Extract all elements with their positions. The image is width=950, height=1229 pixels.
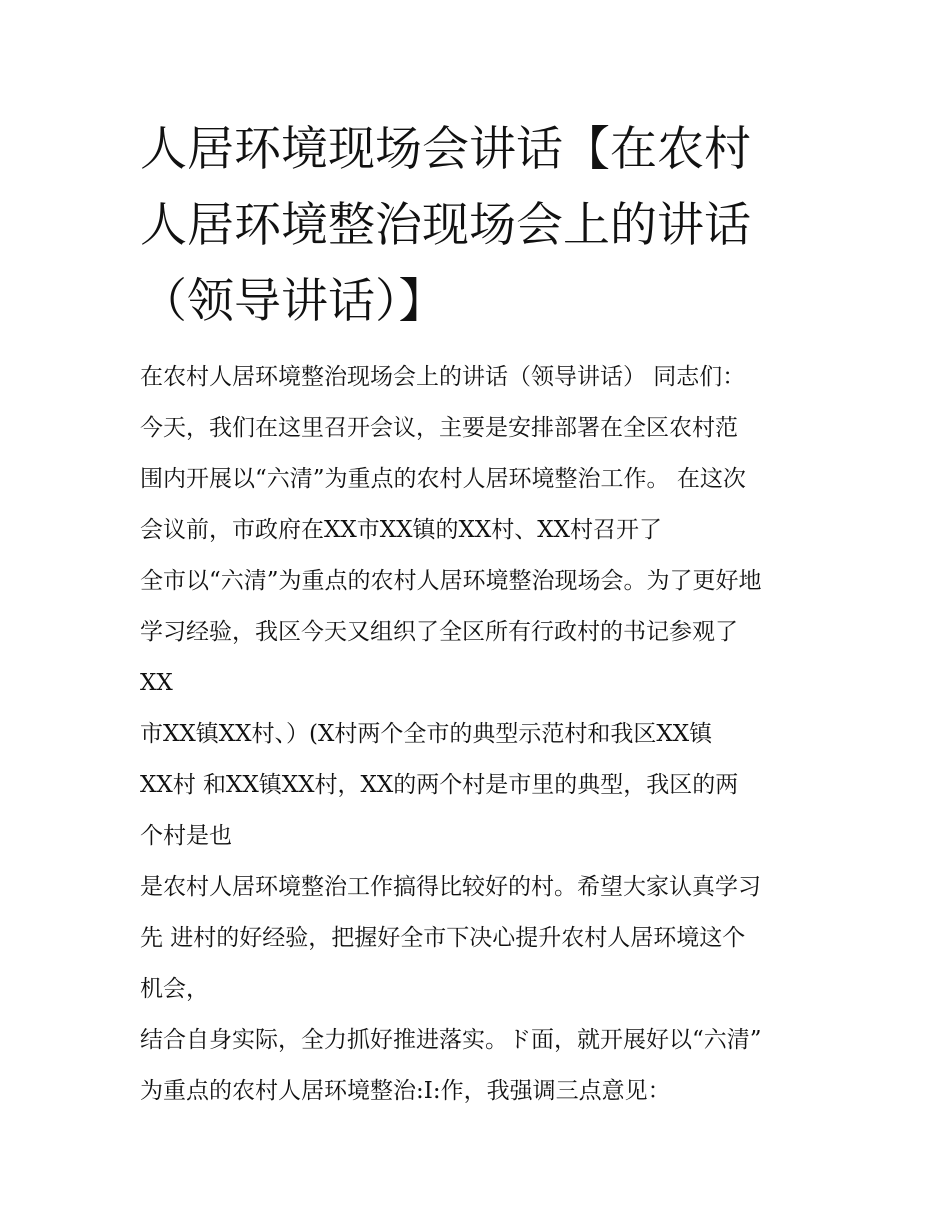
body-line: 围内开展以“六清”为重点的农村人居环境整治工作。 在这次 xyxy=(140,466,746,492)
body-line: 会议前，市政府在XX市XX镇的XX村、XX村召开了 xyxy=(140,517,662,543)
title-line: （领导讲话）】 xyxy=(140,274,446,329)
body-line: 为重点的农村人居环境整治:I:作，我强调三点意见： xyxy=(140,1078,671,1104)
body-line: 在农村人居环境整治现场会上的讲话（领导讲话） 同志们： xyxy=(140,364,746,390)
body-line: 结合自身实际，全力抓好推进落实。ド面，就开展好以“六清” xyxy=(140,1027,762,1053)
body-line: XX xyxy=(140,670,173,696)
body-line: XX村 和XX镇XX村，XX的两个村是市里的典型，我区的两 xyxy=(140,772,739,798)
title-line: 人居环境现场会讲话【在农村 xyxy=(140,122,751,177)
body-line: 学习经验，我区今天又组织了全区所有行政村的书记参观了 xyxy=(140,619,738,645)
body-line: 先 进村的好经验，把握好全市下决心提升农村人居环境这个 xyxy=(140,925,746,951)
body-line: 个村是也 xyxy=(140,823,232,849)
body-line: 机会， xyxy=(140,976,209,1002)
body-line: 全市以“六清”为重点的农村人居环境整治现场会。为了更好地 xyxy=(140,568,762,594)
document-body xyxy=(140,352,840,1117)
document-title xyxy=(140,112,860,340)
body-line: 是农村人居环境整治工作搞得比较好的村。希望大家认真学习 xyxy=(140,874,761,900)
title-line: 人居环境整治现场会上的讲话 xyxy=(140,198,751,253)
body-line: 市XX镇XX村、）(X村两个全市的典型示范村和我区XX镇 xyxy=(140,721,713,747)
body-line: 今天，我们在这里召开会议，主要是安排部署在全区农村范 xyxy=(140,415,738,441)
